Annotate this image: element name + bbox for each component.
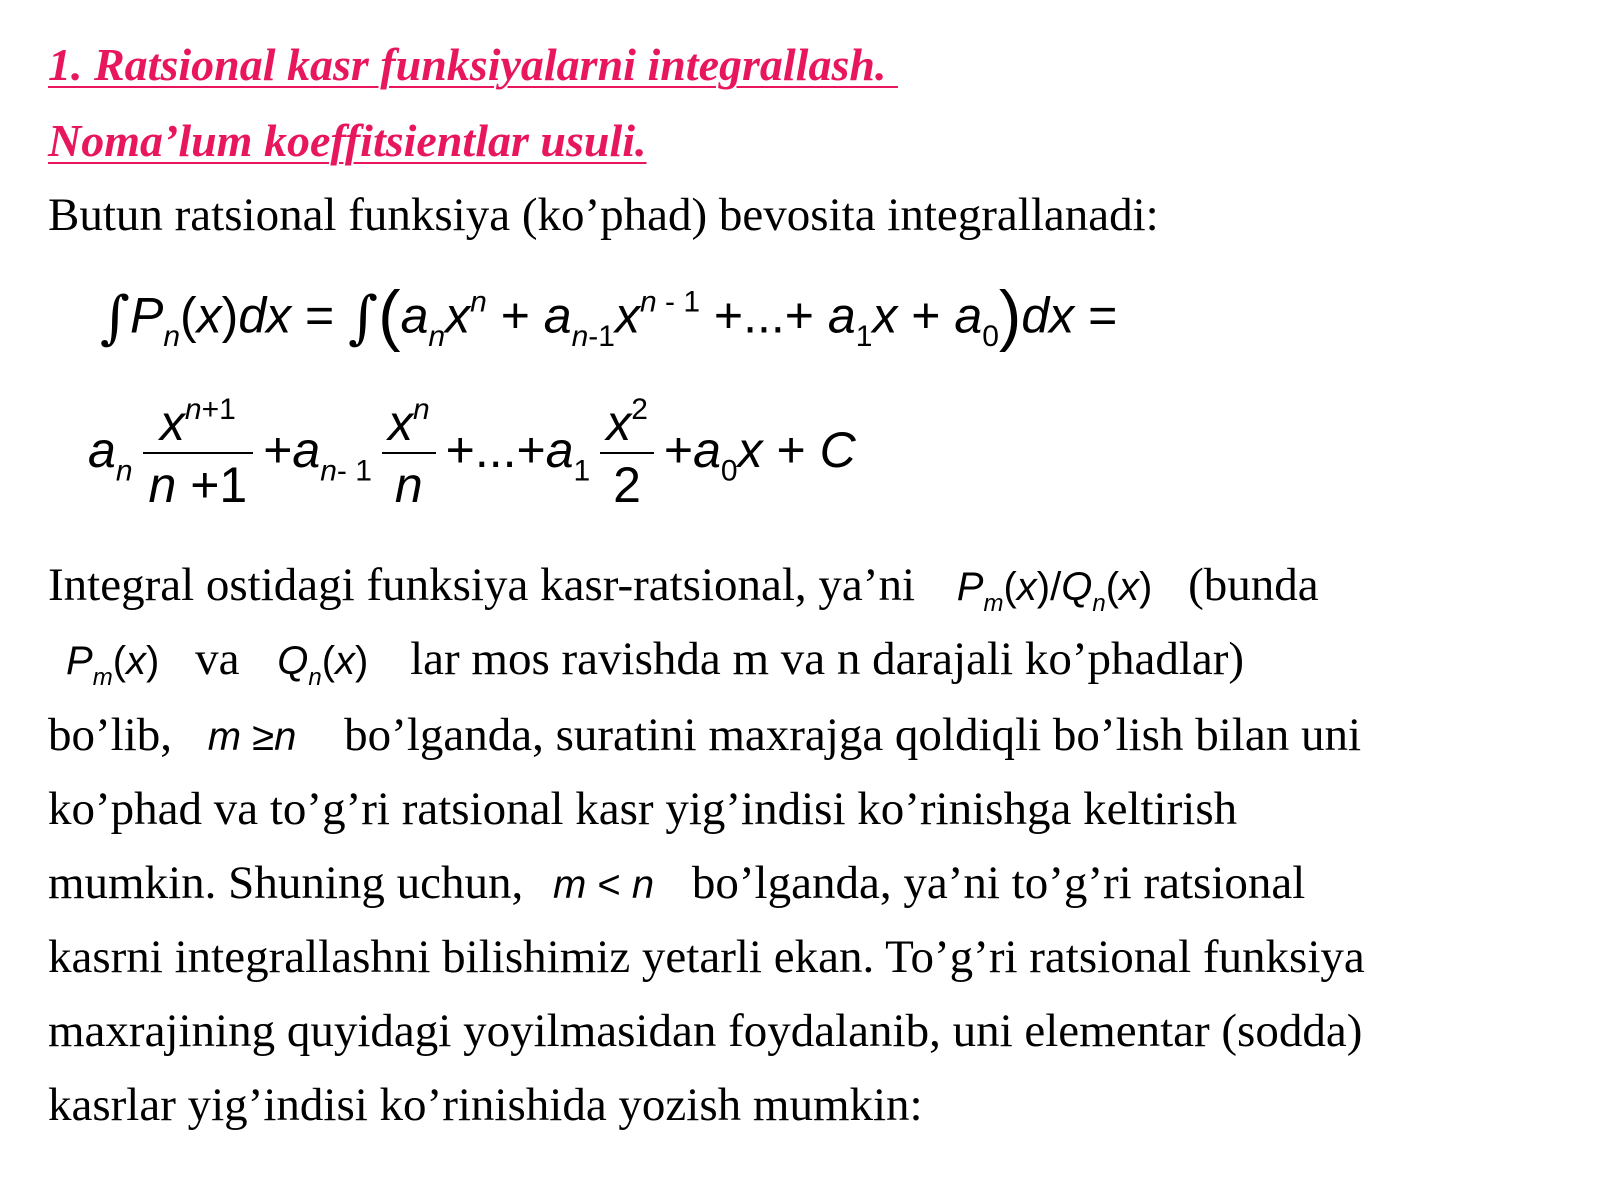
paragraph-line-7: maxrajining quyidagi yoyilmasidan foydalanib, uni elementar (sodda) — [48, 1005, 1363, 1057]
condition-m-ge-n: m ≥n — [207, 715, 297, 759]
fraction-expression: $P_m(x)/Q_n(x)$ — [956, 565, 1153, 617]
integral-formula-line-2: $a_n$ $\frac{x^{n+1}}{n +1}$ $+a_{n- 1}$ $\frac{x^n}{n}$ $+...+a_1$ $\frac{x^2}{2}$ $+a_0x + C$ — [88, 393, 856, 513]
paragraph-text: (bunda — [1188, 559, 1319, 611]
intro-text: Butun ratsional funksiya (ko’phad) bevosita integrallanadi: — [48, 189, 1159, 241]
paragraph-line-1 — [48, 559, 1319, 617]
paragraph-line-4: ko’phad va to’g’ri ratsional kasr yig’indisi ko’rinishga keltirish — [48, 783, 1238, 835]
integral-formula-line-1: $\int P_n(x)dx = \int(a_nx^n + a_{n-1}x^{n - 1}$ +...+ $a_1x + a_0)dx$ = — [100, 278, 1118, 354]
paragraph-text: bo’lganda, ya’ni to’g’ri ratsional — [691, 857, 1306, 909]
paragraph-text: lar mos ravishda m va n darajali ko’phadlar) — [410, 633, 1245, 685]
paragraph-text: bo’lganda, suratini maxrajga qoldiqli bo’lish bilan uni — [344, 709, 1362, 761]
polynomial-pm: $P_m(x)$ — [66, 639, 160, 691]
heading-line-2: Noma’lum koeffitsientlar usuli. — [48, 115, 647, 166]
paragraph-line-2 — [66, 633, 1245, 691]
condition-m-lt-n: m < n — [552, 863, 655, 907]
paragraph-text: mumkin. Shuning uchun, — [48, 857, 524, 909]
paragraph-text: va — [195, 633, 240, 685]
paragraph-line-5 — [48, 857, 1306, 909]
paragraph-line-3 — [48, 709, 1362, 761]
paragraph-line-8: kasrlar yig’indisi ko’rinishida yozish mumkin: — [48, 1079, 923, 1131]
polynomial-qn: $Q_n(x)$ — [277, 639, 369, 691]
paragraph-line-6: kasrni integrallashni bilishimiz yetarli ekan. To’g’ri ratsional funksiya — [48, 931, 1365, 983]
paragraph-text: Integral ostidagi funksiya kasr-ratsional, ya’ni — [48, 559, 915, 611]
heading-line-1: 1. Ratsional kasr funksiyalarni integrallash. — [48, 39, 898, 90]
paragraph-text: bo’lib, — [48, 709, 173, 761]
